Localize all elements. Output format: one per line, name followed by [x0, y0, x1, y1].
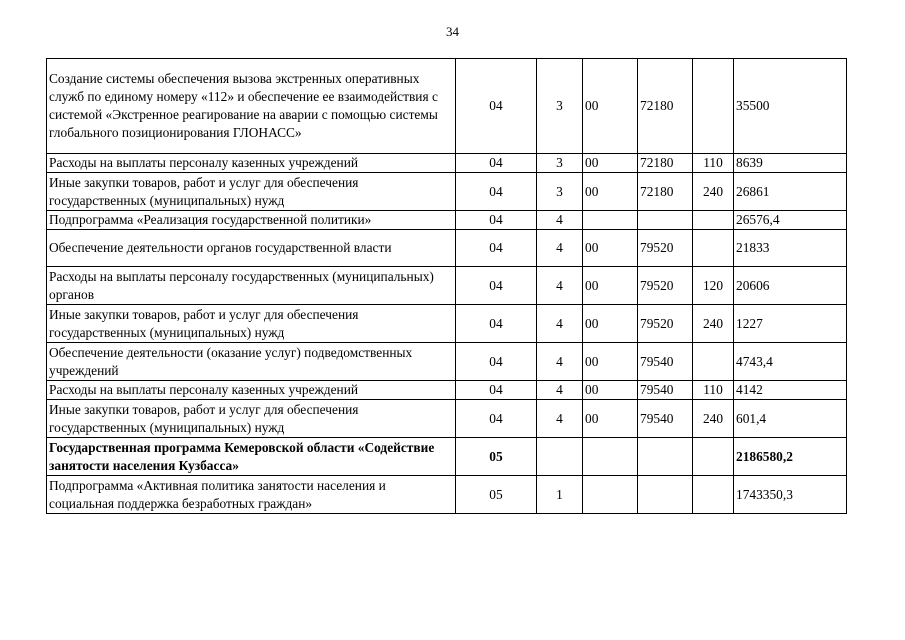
table-row: [47, 211, 847, 230]
row-program: 04: [456, 400, 537, 438]
row-direction: 72180: [638, 154, 693, 173]
row-amount: 601,4: [734, 400, 847, 438]
row-amount: 2186580,2: [734, 438, 847, 476]
row-expense-type: [693, 438, 734, 476]
table-row: [47, 305, 847, 343]
row-direction: 79520: [638, 267, 693, 305]
row-amount: 4743,4: [734, 343, 847, 381]
row-expense-type: [693, 59, 734, 154]
row-amount: 8639: [734, 154, 847, 173]
row-code: 00: [583, 400, 638, 438]
row-amount: 1743350,3: [734, 476, 847, 514]
table-row: [47, 343, 847, 381]
table-row: [47, 154, 847, 173]
row-amount: 26576,4: [734, 211, 847, 230]
row-amount: 20606: [734, 267, 847, 305]
row-subprogram: [537, 438, 583, 476]
row-subprogram: 1: [537, 476, 583, 514]
row-name: Создание системы обеспечения вызова экстренных оперативных служб по единому номеру «112» и обеспечение ее взаимодействия с системой «Экстренное реагирование на аварии с помощью системы глобального позиционирования ГЛОНАСС»: [47, 59, 456, 154]
row-subprogram: 4: [537, 267, 583, 305]
row-code: 00: [583, 59, 638, 154]
row-program: 04: [456, 343, 537, 381]
row-name: Обеспечение деятельности (оказание услуг) подведомственных учреждений: [47, 343, 456, 381]
row-program: 04: [456, 154, 537, 173]
row-amount: 1227: [734, 305, 847, 343]
row-subprogram: 3: [537, 173, 583, 211]
row-code: 00: [583, 305, 638, 343]
row-program: 04: [456, 381, 537, 400]
table-row: [47, 267, 847, 305]
row-direction: 79540: [638, 343, 693, 381]
table-row: [47, 59, 847, 154]
row-code: [583, 438, 638, 476]
row-program: 04: [456, 267, 537, 305]
row-program: 04: [456, 59, 537, 154]
row-direction: 72180: [638, 173, 693, 211]
row-code: 00: [583, 173, 638, 211]
row-program: 04: [456, 173, 537, 211]
page-number: 34: [446, 24, 459, 39]
table-row: [47, 381, 847, 400]
row-name: Иные закупки товаров, работ и услуг для обеспечения государственных (муниципальных) нужд: [47, 400, 456, 438]
table-row: [47, 400, 847, 438]
row-expense-type: [693, 211, 734, 230]
row-code: 00: [583, 154, 638, 173]
row-name: Иные закупки товаров, работ и услуг для обеспечения государственных (муниципальных) нужд: [47, 173, 456, 211]
table-row-program-total: [47, 438, 847, 476]
row-expense-type: 240: [693, 400, 734, 438]
row-expense-type: 240: [693, 305, 734, 343]
row-direction: 79520: [638, 305, 693, 343]
row-name: Государственная программа Кемеровской области «Содействие занятости населения Кузбасса»: [47, 438, 456, 476]
row-direction: [638, 438, 693, 476]
table-row: [47, 476, 847, 514]
row-direction: 79540: [638, 381, 693, 400]
row-name: Обеспечение деятельности органов государственной власти: [47, 230, 456, 267]
row-program: 04: [456, 230, 537, 267]
row-expense-type: [693, 343, 734, 381]
row-expense-type: 120: [693, 267, 734, 305]
row-direction: [638, 476, 693, 514]
budget-table: [46, 58, 847, 514]
row-direction: 79520: [638, 230, 693, 267]
row-expense-type: 240: [693, 173, 734, 211]
row-code: 00: [583, 267, 638, 305]
row-name: Иные закупки товаров, работ и услуг для обеспечения государственных (муниципальных) нужд: [47, 305, 456, 343]
row-direction: 79540: [638, 400, 693, 438]
row-subprogram: 4: [537, 343, 583, 381]
row-amount: 4142: [734, 381, 847, 400]
row-direction: [638, 211, 693, 230]
row-program: 04: [456, 211, 537, 230]
row-direction: 72180: [638, 59, 693, 154]
row-amount: 26861: [734, 173, 847, 211]
row-expense-type: 110: [693, 154, 734, 173]
row-name: Расходы на выплаты персоналу казенных учреждений: [47, 381, 456, 400]
row-subprogram: 4: [537, 305, 583, 343]
row-subprogram: 3: [537, 154, 583, 173]
row-program: 05: [456, 438, 537, 476]
row-code: [583, 476, 638, 514]
row-code: [583, 211, 638, 230]
row-subprogram: 4: [537, 230, 583, 267]
row-code: 00: [583, 343, 638, 381]
row-code: 00: [583, 381, 638, 400]
row-expense-type: [693, 476, 734, 514]
row-program: 04: [456, 305, 537, 343]
row-subprogram: 4: [537, 211, 583, 230]
table-row: [47, 173, 847, 211]
row-code: 00: [583, 230, 638, 267]
row-amount: 35500: [734, 59, 847, 154]
row-subprogram: 4: [537, 381, 583, 400]
row-subprogram: 4: [537, 400, 583, 438]
row-name: Расходы на выплаты персоналу государственных (муниципальных) органов: [47, 267, 456, 305]
row-expense-type: 110: [693, 381, 734, 400]
row-subprogram: 3: [537, 59, 583, 154]
table-row: [47, 230, 847, 267]
row-name: Расходы на выплаты персоналу казенных учреждений: [47, 154, 456, 173]
row-amount: 21833: [734, 230, 847, 267]
row-name: Подпрограмма «Активная политика занятости населения и социальная поддержка безработных граждан»: [47, 476, 456, 514]
row-expense-type: [693, 230, 734, 267]
row-program: 05: [456, 476, 537, 514]
row-name: Подпрограмма «Реализация государственной политики»: [47, 211, 456, 230]
